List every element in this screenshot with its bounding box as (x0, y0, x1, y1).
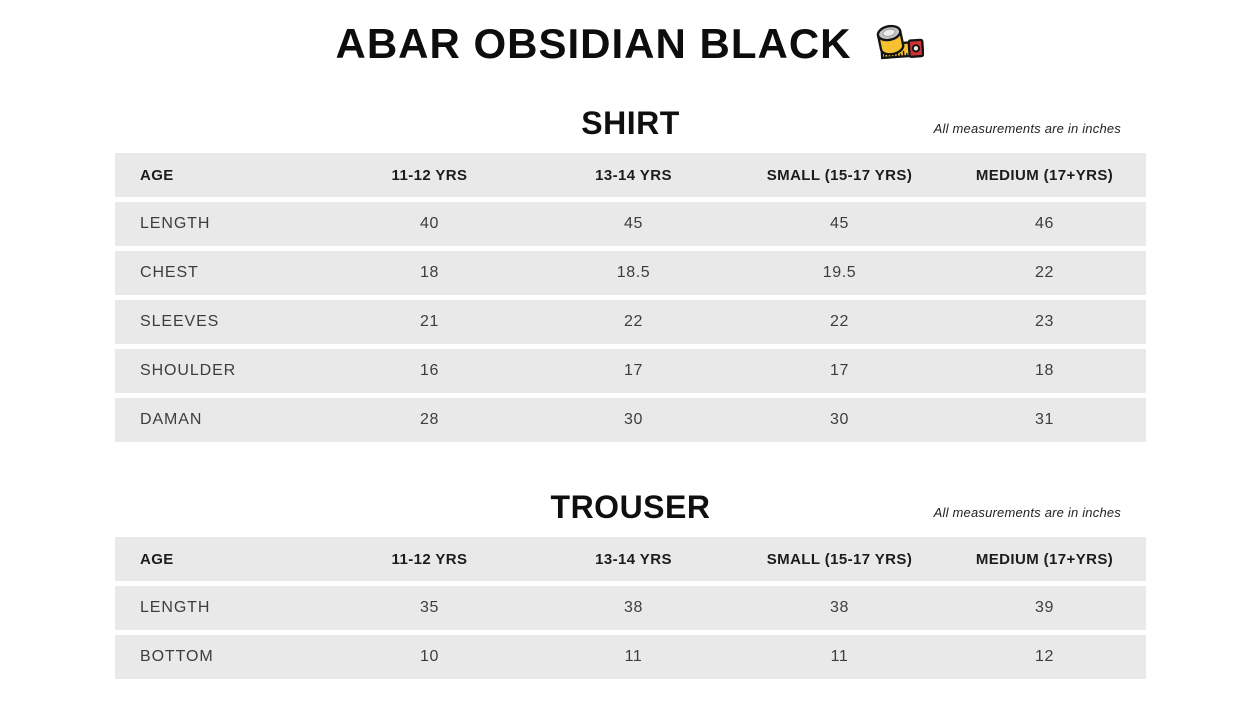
table-header-row (115, 153, 1146, 197)
column-header: 13-14 YRS (531, 537, 736, 581)
table-row (115, 251, 1146, 295)
column-header: MEDIUM (17+YRS) (943, 537, 1146, 581)
measurement-cell: 38 (531, 586, 736, 630)
table-row (115, 586, 1146, 630)
measurement-cell: 39 (943, 586, 1146, 630)
measurement-cell: 16 (328, 349, 531, 393)
table-body (115, 202, 1146, 442)
section-title: SHIRT (581, 105, 680, 141)
row-label: SHOULDER (115, 349, 328, 393)
measurement-cell: 40 (328, 202, 531, 246)
measurement-cell: 38 (736, 586, 943, 630)
measurement-cell: 22 (736, 300, 943, 344)
page-title (0, 22, 1259, 66)
measurement-cell: 12 (943, 635, 1146, 679)
measurement-cell: 11 (736, 635, 943, 679)
size-table-section (115, 105, 1146, 447)
section-note: All measurements are in inches (933, 505, 1121, 520)
size-table (115, 532, 1146, 684)
size-chart-page (0, 22, 1259, 706)
measurement-cell: 46 (943, 202, 1146, 246)
size-table (115, 148, 1146, 447)
row-label: LENGTH (115, 586, 328, 630)
measurement-cell: 18.5 (531, 251, 736, 295)
column-header: 11-12 YRS (328, 537, 531, 581)
row-label: BOTTOM (115, 635, 328, 679)
table-row (115, 635, 1146, 679)
section-head (115, 489, 1146, 525)
measurement-cell: 17 (531, 349, 736, 393)
table-row (115, 202, 1146, 246)
row-label: LENGTH (115, 202, 328, 246)
row-label: DAMAN (115, 398, 328, 442)
measurement-cell: 45 (736, 202, 943, 246)
column-header: AGE (115, 153, 328, 197)
column-header: MEDIUM (17+YRS) (943, 153, 1146, 197)
measurement-cell: 17 (736, 349, 943, 393)
measurement-cell: 10 (328, 635, 531, 679)
column-header: SMALL (15-17 YRS) (736, 537, 943, 581)
section-head (115, 105, 1146, 141)
tape-measure-icon (868, 21, 924, 68)
table-row (115, 398, 1146, 442)
column-header: AGE (115, 537, 328, 581)
row-label: CHEST (115, 251, 328, 295)
measurement-cell: 31 (943, 398, 1146, 442)
measurement-cell: 35 (328, 586, 531, 630)
measurement-cell: 11 (531, 635, 736, 679)
page-title-text: ABAR OBSIDIAN BLACK (335, 20, 852, 67)
measurement-cell: 19.5 (736, 251, 943, 295)
measurement-cell: 23 (943, 300, 1146, 344)
table-header-row (115, 537, 1146, 581)
column-header: SMALL (15-17 YRS) (736, 153, 943, 197)
column-header: 11-12 YRS (328, 153, 531, 197)
measurement-cell: 18 (943, 349, 1146, 393)
measurement-cell: 30 (736, 398, 943, 442)
measurement-cell: 30 (531, 398, 736, 442)
sections (0, 105, 1259, 684)
measurement-cell: 45 (531, 202, 736, 246)
section-title: TROUSER (550, 489, 711, 525)
measurement-cell: 22 (943, 251, 1146, 295)
table-body (115, 586, 1146, 679)
table-row (115, 349, 1146, 393)
row-label: SLEEVES (115, 300, 328, 344)
measurement-cell: 18 (328, 251, 531, 295)
measurement-cell: 22 (531, 300, 736, 344)
measurement-cell: 28 (328, 398, 531, 442)
measurement-cell: 21 (328, 300, 531, 344)
column-header: 13-14 YRS (531, 153, 736, 197)
section-note: All measurements are in inches (933, 121, 1121, 136)
table-row (115, 300, 1146, 344)
size-table-section (115, 489, 1146, 684)
